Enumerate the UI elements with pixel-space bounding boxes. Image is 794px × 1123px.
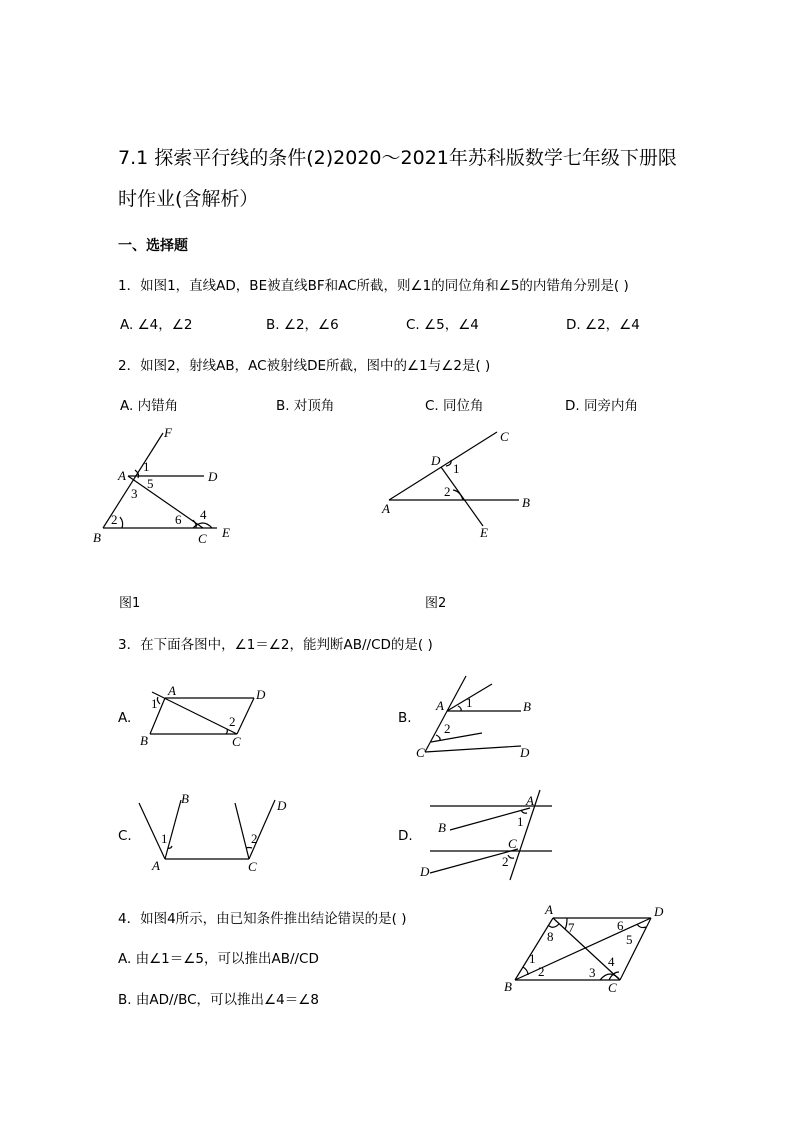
fig4-label-b: B [504, 979, 512, 994]
figB-label-a: A [436, 698, 444, 713]
fig1-angle-2: 2 [111, 512, 118, 527]
fig4-angle-7: 7 [568, 920, 575, 935]
fig4-angle-1: 1 [529, 951, 536, 966]
q3-option-a: A. [118, 710, 132, 726]
fig1-label-c: C [198, 531, 207, 546]
fig4-label-a: A [545, 902, 553, 917]
figA-label-c: C [232, 734, 241, 749]
question-1: 1．如图1，直线AD，BE被直线BF和AC所截，则∠1的同位角和∠5的内错角分别是( ) [118, 278, 629, 294]
figA-label-b: B [140, 733, 148, 748]
fig2-label-a: A [382, 501, 390, 516]
fig1-angle-4: 4 [200, 507, 207, 522]
figure-2-caption: 图2 [425, 596, 447, 611]
q3-option-c: C. [118, 828, 132, 844]
fig4-angle-2: 2 [538, 964, 545, 979]
doc-title-line1: 7.1 探索平行线的条件(2)2020～2021年苏科版数学七年级下册限 [118, 147, 677, 169]
fig1-angle-3: 3 [131, 486, 138, 501]
figA-angle-2: 2 [229, 714, 236, 729]
fig4-label-d: D [654, 904, 664, 919]
fig1-label-d: D [208, 469, 218, 484]
fig2-angle-1: 1 [453, 461, 460, 476]
fig2-label-c: C [500, 429, 509, 444]
fig4-label-c: C [608, 980, 617, 995]
q1-option-b: B. ∠2，∠6 [266, 317, 339, 333]
q3-option-b: B. [398, 710, 412, 726]
question-3: 3．在下面各图中，∠1＝∠2，能判断AB//CD的是( ) [118, 637, 433, 653]
q2-option-a: A. 内错角 [120, 398, 179, 414]
figB-label-b: B [523, 699, 531, 714]
figC-angle-2: 2 [251, 831, 258, 846]
fig1-label-e: E [222, 525, 230, 540]
fig1-label-b: B [93, 530, 101, 545]
figC-label-a: A [152, 858, 160, 873]
figure-1-caption: 图1 [119, 596, 141, 611]
q1-option-d: D. ∠2，∠4 [566, 317, 640, 333]
figC-label-b: B [181, 791, 189, 806]
fig4-angle-6: 6 [617, 918, 624, 933]
figA-label-d: D [256, 687, 266, 702]
fig1-angle-1: 1 [143, 459, 150, 474]
question-4: 4．如图4所示，由已知条件推出结论错误的是( ) [118, 911, 407, 927]
figB-angle-2: 2 [444, 721, 451, 736]
fig1-label-a: A [118, 468, 126, 483]
fig1-angle-6: 6 [175, 512, 182, 527]
figD-label-b: B [438, 820, 446, 835]
figB-angle-1: 1 [466, 695, 473, 710]
figA-angle-1: 1 [151, 696, 158, 711]
figB-label-d: D [520, 745, 530, 760]
fig2-label-b: B [522, 495, 530, 510]
fig2-label-e: E [480, 525, 488, 540]
q1-option-a: A. ∠4，∠2 [120, 317, 193, 333]
fig2-angle-2: 2 [444, 484, 451, 499]
doc-title-line2: 时作业(含解析） [118, 188, 259, 210]
fig4-angle-3: 3 [589, 965, 596, 980]
figB-label-c: C [416, 745, 425, 760]
figC-angle-1: 1 [161, 831, 168, 846]
section-heading: 一、选择题 [118, 238, 188, 254]
q2-option-d: D. 同旁内角 [565, 398, 638, 414]
figC-label-c: C [248, 859, 257, 874]
fig2-label-d: D [431, 453, 441, 468]
figC-label-d: D [277, 798, 287, 813]
q3-option-d: D. [398, 828, 413, 844]
figD-label-a: A [526, 793, 534, 808]
q4-option-a: A. 由∠1＝∠5，可以推出AB//CD [118, 951, 319, 967]
fig4-angle-8: 8 [547, 929, 554, 944]
fig4-angle-5: 5 [626, 932, 633, 947]
fig1-label-f: F [164, 425, 172, 440]
figD-angle-1: 1 [517, 814, 524, 829]
q1-option-c: C. ∠5，∠4 [406, 317, 479, 333]
figD-angle-2: 2 [502, 854, 509, 869]
figA-label-a: A [168, 683, 176, 698]
q4-option-b: B. 由AD//BC，可以推出∠4＝∠8 [118, 992, 319, 1008]
q2-option-c: C. 同位角 [425, 398, 484, 414]
fig4-angle-4: 4 [608, 954, 615, 969]
fig1-angle-5: 5 [147, 476, 154, 491]
question-2: 2．如图2，射线AB，AC被射线DE所截，图中的∠1与∠2是( ) [118, 358, 491, 374]
q2-option-b: B. 对顶角 [276, 398, 335, 414]
figD-label-c: C [508, 836, 517, 851]
figD-label-d: D [420, 864, 430, 879]
